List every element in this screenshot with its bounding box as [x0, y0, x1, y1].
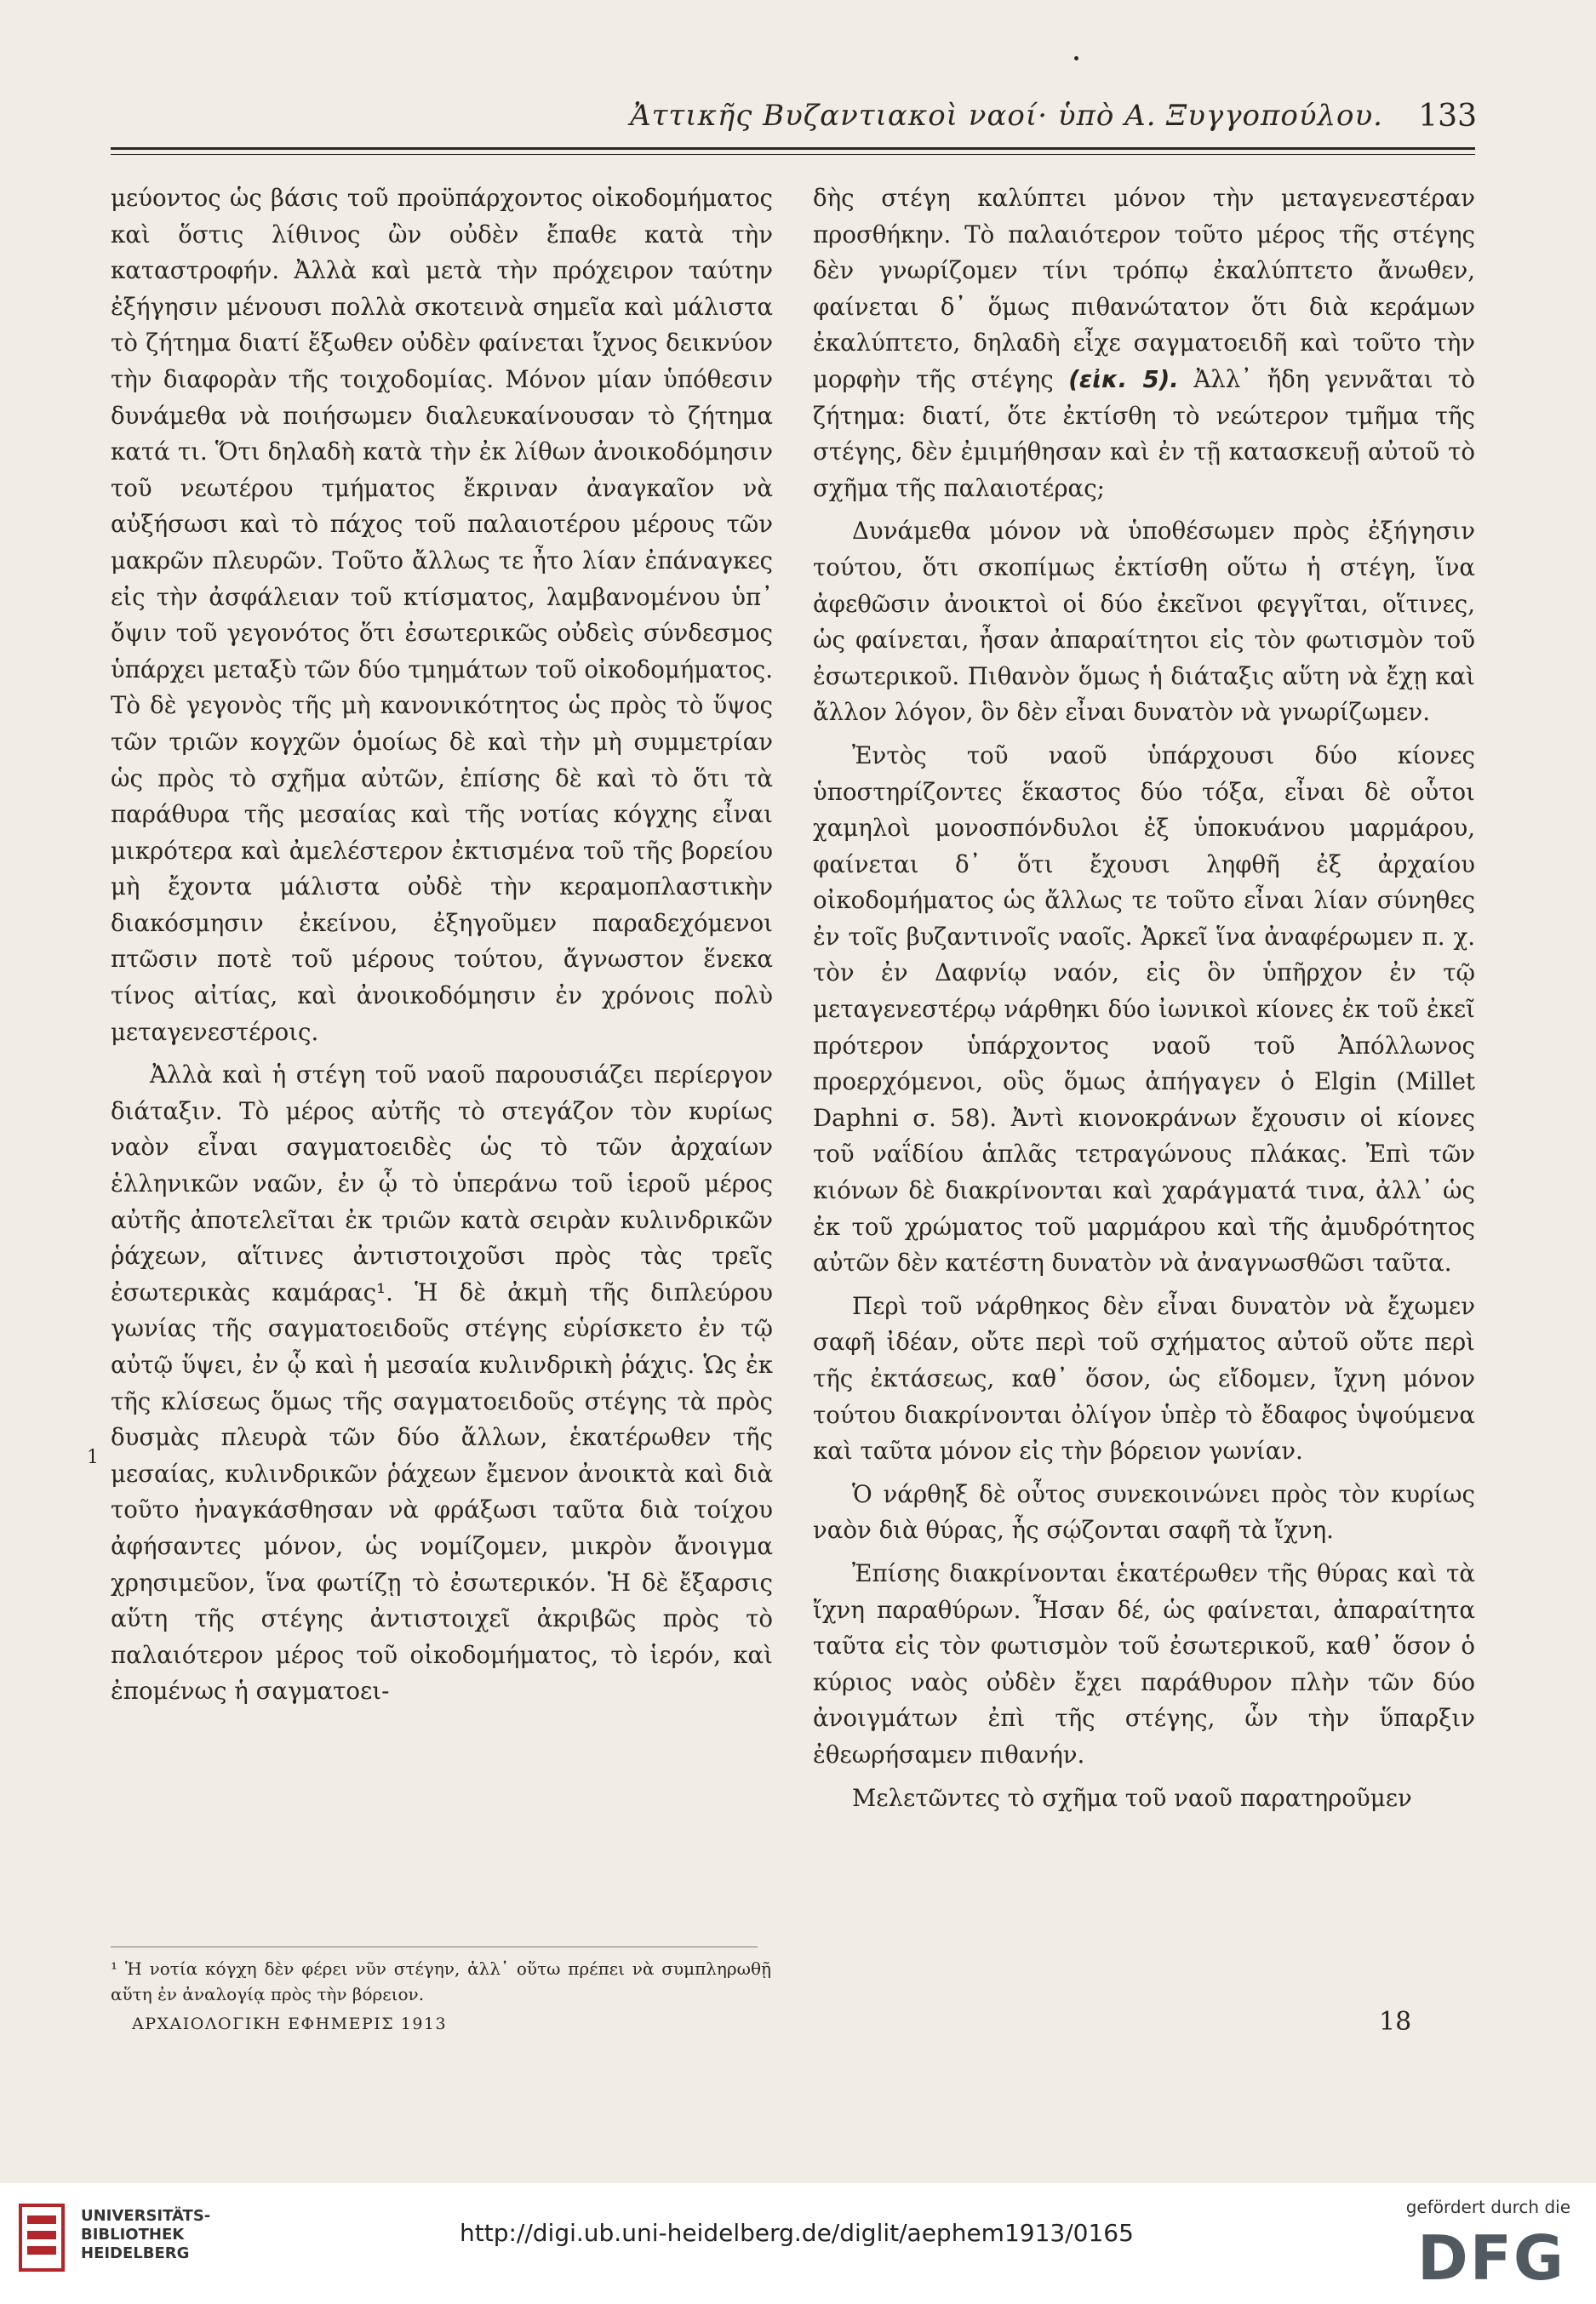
paragraph: Περὶ τοῦ νάρθηκος δὲν εἶναι δυνατὸν νὰ ἔχωμεν σαφῆ ἰδέαν, οὔτε περὶ τοῦ σχήματος αὐτοῦ οὔτε περὶ τῆς ἐκτάσεως, καθ᾽ ὅσον, ὡς εἴδομεν, ἴχνη μόνον τούτου διακρίνονται ὀλίγον ὑπὲρ τὸ ἔδαφος ὑψούμενα καὶ ταῦτα μόνον εἰς τὴν βόρειον γωνίαν. — [813, 1291, 1475, 1466]
paragraph: Ἐντὸς τοῦ ναοῦ ὑπάρχουσι δύο κίονες ὑποστηρίζοντες ἕκαστος δύο τόξα, εἶναι δὲ οὗτοι χαμηλοὶ μονοσπόνδυλοι ἐξ ὑποκυάνου μαρμάρου, φαίνεται δ᾽ ὅτι ἔχουσι ληφθῆ ἐξ ἀρχαίου οἰκοδομήματος ὡς ἄλλως τε τοῦτο εἶναι λίαν σύνηθες ἐν τοῖς βυζαντινοῖς ναοῖς. Ἀρκεῖ ἵνα ἀναφέρωμεν π. χ. τὸν ἐν Δαφνίῳ ναόν, εἰς ὃν ὑπῆρχον ἐν τῷ μεταγενεστέρῳ νάρθηκι δύο ἰωνικοὶ κίονες ἐκ τοῦ ἐκεῖ πρότερον ὑπάρχοντος ναοῦ τοῦ Ἀπόλλωνος προερχόμενοι, οὓς ὅμως ἀπήγαγεν ὁ Elgin (Millet Daphni σ. 58). Ἀντὶ κιονοκράνων ἔχουσιν οἱ κίονες τοῦ ναΐδίου ἁπλᾶς τετραγώνους πλάκας. Ἐπὶ τῶν κιόνων δὲ διακρίνονται καὶ χαράγματά τινα, ἀλλ᾽ ὡς ἐκ τοῦ χρώματος τοῦ μαρμάρου καὶ τῆς ἀμυδρότητος αὐτῶν δὲν κατέστη δυνατὸν νὰ ἀναγνωσθῶσι ταῦτα. — [813, 740, 1475, 1278]
right-column — [813, 180, 1475, 1823]
left-column — [111, 180, 773, 1717]
paragraph — [813, 180, 1475, 506]
footnote: ¹ Ἡ νοτία κόγχη δὲν φέρει νῦν στέγην, ἀλλ᾽ οὕτω πρέπει νὰ συμπληρωθῇ αὕτη ἐν ἀναλογίᾳ πρὸς τὴν βόρειον. — [111, 1958, 771, 2004]
paragraph: Δυνάμεθα μόνον νὰ ὑποθέσωμεν πρὸς ἐξήγησιν τούτου, ὅτι σκοπίμως ἐκτίσθη οὕτω ἡ στέγη, ἵνα ἀφεθῶσιν ἀνοικτοὶ οἱ δύο ἐκεῖνοι φεγγῖται, οἵτινες, ὡς φαίνεται, ἦσαν ἀπαραίτητοι εἰς τὸν φωτισμὸν τοῦ ἐσωτερικοῦ. Πιθανὸν ὅμως ἡ διάταξις αὕτη νὰ ἔχῃ καὶ ἄλλον λόγον, ὃν δὲν εἶναι δυνατὸν νὰ γνωρίζωμεν. — [813, 517, 1475, 727]
dfg-caption: gefördert durch die — [1405, 2197, 1570, 2217]
library-name — [81, 2207, 210, 2263]
figure-reference: (εἰκ. 5). — [1068, 364, 1179, 393]
header-rule-thin — [111, 154, 1475, 155]
library-name-line: BIBLIOTHEK — [81, 2226, 185, 2244]
paragraph: Ὁ νάρθηξ δὲ οὗτος συνεκοινώνει πρὸς τὸν κυρίως ναὸν διὰ θύρας, ἧς σῴζονται σαφῆ τὰ ἴχνη. — [813, 1479, 1475, 1545]
margin-footnote-marker: 1 — [87, 1447, 99, 1468]
sheet-number: 18 — [1379, 2007, 1412, 2037]
header-rule-thick — [111, 147, 1475, 150]
source-url-link[interactable]: http://digi.ub.uni-heidelberg.de/diglit/aephem1913/0165 — [460, 2219, 1134, 2247]
page-number: 133 — [1418, 99, 1477, 134]
running-title: Ἀττικῆς Βυζαντιακοὶ ναοί· ὑπὸ Α. Ξυγγοπούλου. — [630, 99, 1383, 133]
paragraph: Ἐπίσης διακρίνονται ἑκατέρωθεν τῆς θύρας καὶ τὰ ἴχνη παραθύρων. Ἦσαν δέ, ὡς φαίνεται, ἀπαραίτητα ταῦτα εἰς τὸν φωτισμὸν τοῦ ἐσωτερικοῦ, καθ᾽ ὅσον ὁ κύριος ναὸς οὐδὲν ἔχει παράθυρον πλὴν τῶν δύο ἀνοιγμάτων ἐπὶ τῆς στέγης, ὧν τὴν ὕπαρξιν ἐθεωρήσαμεν πιθανήν. — [813, 1558, 1475, 1769]
paragraph: μεύοντος ὡς βάσις τοῦ προϋπάρχοντος οἰκοδομήματος καὶ ὅστις λίθινος ὢν οὐδὲν ἔπαθε κατὰ τὴν καταστροφήν. Ἀλλὰ καὶ μετὰ τὴν πρόχειρον ταύτην ἐξήγησιν μένουσι πολλὰ σκοτεινὰ σημεῖα καὶ μάλιστα τὸ ζήτημα διατί ἔξωθεν οὐδὲν φαίνεται ἴχνος δεικνύον τὴν διαφορὰν τῆς τοιχοδομίας. Μόνον μίαν ὑπόθεσιν δυνάμεθα νὰ ποιήσωμεν διαλευκαίνουσαν τὸ ζήτημα κατά τι. Ὅτι δηλαδὴ κατὰ τὴν ἐκ λίθων ἀνοικοδόμησιν τοῦ νεωτέρου τμήματος ἔκριναν ἀναγκαῖον νὰ αὐξήσωσι καὶ τὸ πάχος τοῦ παλαιοτέρου μέρους τῶν μακρῶν πλευρῶν. Τοῦτο ἄλλως τε ἦτο λίαν ἐπάναγκες εἰς τὴν ἀσφάλειαν τοῦ κτίσματος, λαμβανομένου ὑπ᾽ ὄψιν τοῦ γεγονότος ὅτι ἐσωτερικῶς οὐδεὶς σύνδεσμος ὑπάρχει μεταξὺ τῶν δύο τμημάτων τοῦ οἰκοδομήματος. Τὸ δὲ γεγονὸς τῆς μὴ κανονικότητος ὡς πρὸς τὸ ὕψος τῶν τριῶν κογχῶν ὁμοίως δὲ καὶ τὴν μὴ συμμετρίαν ὡς πρὸς τὸ σχῆμα αὐτῶν, ἐπίσης δὲ καὶ τὸ ὅτι τὰ παράθυρα τῆς μεσαίας καὶ τῆς νοτίας κόγχης εἶναι μικρότερα καὶ ἀμελέστερον ἐκτισμένα τοῦ τῆς βορείου μὴ ἔχοντα μάλιστα οὐδὲ τὴν κεραμοπλαστικὴν διακόσμησιν ἐκείνου, ἐξηγοῦμεν παραδεχόμενοι πτῶσιν ποτὲ τοῦ μέρους τούτου, ἄγνωστον ἕνεκα τίνος αἰτίας, καὶ ἀνοικοδόμησιν ἐν χρόνοις πολὺ μεταγενεστέροις. — [111, 184, 774, 1046]
paragraph-text: Ἀλλ᾽ ἤδη γεννᾶται τὸ ζήτημα: διατί, ὅτε ἐκτίσθη τὸ νεώτερον τμῆμα τῆς στέγης, δὲν ἐμιμήθησαν καὶ ἐν τῇ κατασκευῇ αὐτοῦ τὸ σχῆμα τῆς παλαιοτέρας; — [813, 364, 1475, 502]
digitization-banner — [0, 2183, 1596, 2304]
dfg-logo: DFG — [1416, 2222, 1565, 2294]
running-header — [102, 92, 1477, 143]
university-library-logo — [15, 2198, 68, 2277]
paragraph: Ἀλλὰ καὶ ἡ στέγη τοῦ ναοῦ παρουσιάζει περίεργον διάταξιν. Τὸ μέρος αὐτῆς τὸ στεγάζον τὸν κυρίως ναὸν εἶναι σαγματοειδὲς ὡς τὸ τῶν ἀρχαίων ἑλληνικῶν ναῶν, ἐν ᾧ τὸ ὑπεράνω τοῦ ἱεροῦ μέρος αὐτῆς ἀποτελεῖται ἐκ τριῶν κατὰ σειρὰν κυλινδρικῶν ῥάχεων, αἵτινες ἀντιστοιχοῦσι πρὸς τὰς τρεῖς ἐσωτερικὰς καμάρας¹. Ἡ δὲ ἀκμὴ τῆς διπλεύρου γωνίας τῆς σαγματοειδοῦς στέγης εὑρίσκετο ἐν τῷ αὐτῷ ὕψει, ἐν ᾧ καὶ ἡ μεσαία κυλινδρικὴ ῥάχις. Ὡς ἐκ τῆς κλίσεως ὅμως τῆς σαγματοειδοῦς στέγης τὰ πρὸς δυσμὰς πλευρὰ τῶν δύο ἄλλων, ἑκατέρωθεν τῆς μεσαίας, κυλινδρικῶν ῥάχεων ἔμενον ἀνοικτὰ καὶ διὰ τοῦτο ἠναγκάσθησαν νὰ φράξωσι ταῦτα διὰ τοίχου ἀφήσαντες μόνον, ὡς νομίζομεν, μικρὸν ἄνοιγμα χρησιμεῦον, ἵνα φωτίζῃ τὸ ἐσωτερικόν. Ἡ δὲ ἔξαρσις αὕτη τῆς στέγης ἀντιστοιχεῖ ἀκριβῶς πρὸς τὸ παλαιότερον μέρος τοῦ οἰκοδομήματος, τὸ ἱερόν, καὶ ἐπομένως ἡ σαγματοει- — [111, 1061, 773, 1706]
journal-footer: ΑΡΧΑΙΟΛΟΓΙΚΗ ΕΦΗΜΕΡΙΣ 1913 — [132, 2015, 448, 2033]
library-name-line: UNIVERSITÄTS- — [81, 2207, 211, 2225]
speck-mark — [1074, 56, 1078, 60]
paragraph-text: δὴς στέγη καλύπτει μόνον τὴν μεταγενεστέραν προσθήκην. Τὸ παλαιότερον τοῦτο μέρος τῆς στέγης δὲν γνωρίζομεν τίνι τρόπῳ ἐκαλύπτετο ἄνωθεν, φαίνεται δ᾽ ὅμως πιθανώτατον ὅτι διὰ κεράμων ἐκαλύπτετο, δηλαδὴ εἶχε σαγματοειδῆ καὶ τοῦτο τὴν μορφὴν τῆς στέγης — [813, 184, 1475, 393]
library-name-line: HEIDELBERG — [81, 2244, 190, 2262]
paragraph: Μελετῶντες τὸ σχῆμα τοῦ ναοῦ παρατηροῦμεν — [852, 1783, 1412, 1812]
